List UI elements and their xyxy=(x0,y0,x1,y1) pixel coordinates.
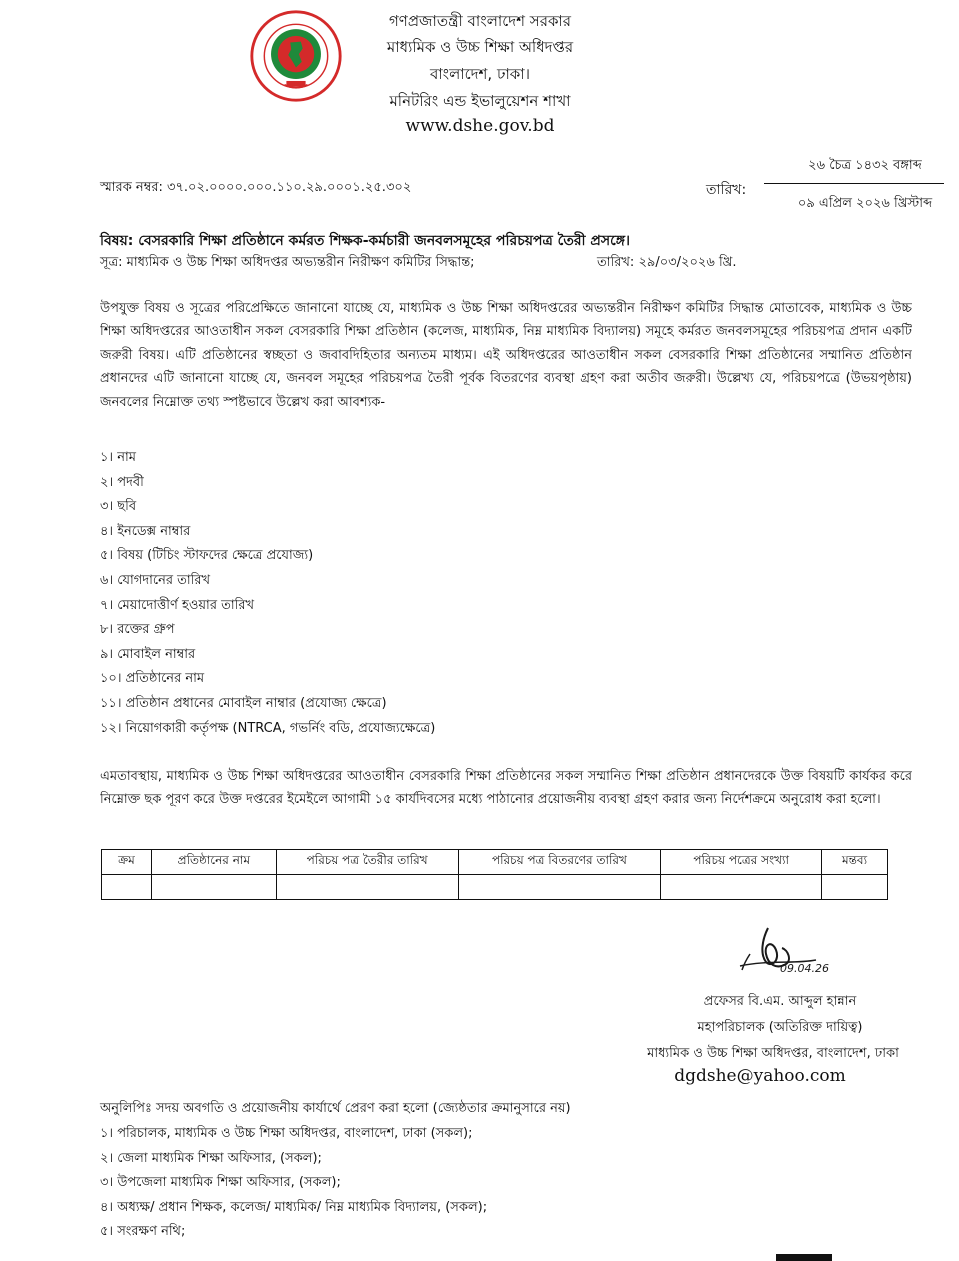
svg-text:09.04.26: 09.04.26 xyxy=(780,962,829,975)
copy-title: অনুলিপিঃ সদয় অবগতি ও প্রয়োজনীয় কার্যার্থে প্রেরণ করা হলো (জ্যেষ্ঠতার ক্রমানুসারে নয়) xyxy=(100,1101,571,1116)
list-item: ১। পরিচালক, মাধ্যমিক ও উচ্চ শিক্ষা অধিদপ্তর, বাংলাদেশ, ঢাকা (সকল); xyxy=(100,1126,473,1141)
list-item: ৪। অধ্যক্ষ/ প্রধান শিক্ষক, কলেজ/ মাধ্যমিক/ নিম্ন মাধ্যমিক বিদ্যালয়, (সকল); xyxy=(100,1199,488,1215)
list-item: ১০। প্রতিষ্ঠানের নাম xyxy=(100,671,205,687)
reference-date: তারিখ: ২৯/০৩/২০২৬ খ্রি. xyxy=(597,255,737,270)
list-item: ৫। বিষয় (টিচিং স্টাফদের ক্ষেত্রে প্রযোজ্য) xyxy=(100,548,314,564)
header-location: বাংলাদেশ, ঢাকা। xyxy=(429,65,531,83)
table-cell xyxy=(151,875,276,900)
list-item: ২। জেলা মাধ্যমিক শিক্ষা অফিসার, (সকল); xyxy=(100,1150,322,1166)
list-item: ৪। ইনডেক্স নাম্বার xyxy=(100,523,191,539)
table-header-cell: পরিচয় পত্র বিতরণের তারিখ xyxy=(458,850,661,875)
header-website: www.dshe.gov.bd xyxy=(405,116,555,136)
report-table xyxy=(101,849,888,900)
page-edge-mark xyxy=(776,1254,832,1261)
table-cell xyxy=(102,875,152,900)
table-cell xyxy=(276,875,458,900)
body-paragraph-1: উপযুক্ত বিষয় ও সূত্রের পরিপ্রেক্ষিতে জানানো যাচ্ছে যে, মাধ্যমিক ও উচ্চ শিক্ষা অধিদপ্তরের অভ্যন্তরীন নিরীক্ষণ কমিটির সিদ্ধান্ত মোতাবেক, মাধ্যমিক ও উচ্চ শিক্ষা অধিদপ্তরের আওতাধীন সকল বেসরকারি শিক্ষা প্রতিষ্ঠান (কলেজ, মাধ্যমিক, নিম্ন মাধ্যমিক বিদ্যালয়) সমূহে কর্মরত জনবলসমূহের পরিচয়পত্র প্রদান একটি জরুরী বিষয়। এটি প্রতিষ্ঠানের স্বচ্ছতা ও জবাবদিহিতার অন্যতম মাধ্যম। এই অধিদপ্তরের আওতাধীন সকল বেসরকারি শিক্ষা প্রতিষ্ঠানের সম্মানিত প্রতিষ্ঠান প্রধানদের এটি জানানো যাচ্ছে যে, জনবল সমূহের পরিচয়পত্র তৈরী পূর্বক বিতরণের ব্যবস্থা গ্রহণ করা অতীব জরুরী। উল্লেখ্য যে, পরিচয়পত্রে (উভয়পৃষ্ঠায়) জনবলের নিম্নোক্ত তথ্য স্পষ্টভাবে উল্লেখ করা আবশ্যক- xyxy=(100,301,912,410)
list-item: ৫। সংরক্ষণ নথি; xyxy=(100,1224,186,1240)
list-item: ৯। মোবাইল নাম্বার xyxy=(100,646,196,662)
list-item: ৭। মেয়াদোত্তীর্ণ হওয়ার তারিখ xyxy=(100,597,255,613)
header-wing: মনিটরিং এন্ড ইভালুয়েশন শাখা xyxy=(389,92,571,110)
list-item: ৬। যোগদানের তারিখ xyxy=(100,572,211,588)
signatory-office: মাধ্যমিক ও উচ্চ শিক্ষা অধিদপ্তর, বাংলাদেশ, ঢাকা xyxy=(647,1046,899,1061)
table-cell xyxy=(458,875,661,900)
table-header-cell: ক্রম xyxy=(102,850,152,875)
list-item: ২। পদবী xyxy=(100,474,144,490)
table-header-cell: প্রতিষ্ঠানের নাম xyxy=(151,850,276,875)
date-bangla: ২৬ চৈত্র ১৪৩২ বঙ্গাব্দ xyxy=(808,158,922,173)
list-item: ৩। উপজেলা মাধ্যমিক শিক্ষা অফিসার, (সকল); xyxy=(100,1175,341,1191)
list-item: ১২। নিয়োগকারী কর্তৃপক্ষ (NTRCA, গভর্নিং বডি, প্রযোজ্যক্ষেত্রে) xyxy=(100,720,436,736)
signatory-name: প্রফেসর বি.এম. আব্দুল হান্নান xyxy=(703,994,857,1009)
header-directorate: মাধ্যমিক ও উচ্চ শিক্ষা অধিদপ্তর xyxy=(386,38,574,56)
handwritten-signature xyxy=(736,920,846,980)
date-divider xyxy=(764,183,944,184)
table-header-cell: মন্তব্য xyxy=(822,850,888,875)
table-cell xyxy=(822,875,888,900)
signatory-designation: মহাপরিচালক (অতিরিক্ত দায়িত্ব) xyxy=(697,1020,863,1035)
date-english: ০৯ এপ্রিল ২০২৬ খ্রিস্টাব্দ xyxy=(797,196,933,211)
table-cell xyxy=(661,875,822,900)
header-government: গণপ্রজাতন্ত্রী বাংলাদেশ সরকার xyxy=(388,12,572,30)
memo-number: স্মারক নম্বর: ৩৭.০২.০০০০.০০০.১১০.২৯.০০০১.২৫.৩০২ xyxy=(100,180,412,195)
table-header-row xyxy=(102,850,888,875)
list-item: ৮। রক্তের গ্রুপ xyxy=(100,622,175,638)
body-paragraph-2: এমতাবস্থায়, মাধ্যমিক ও উচ্চ শিক্ষা অধিদপ্তরের আওতাধীন বেসরকারি শিক্ষা প্রতিষ্ঠানের সকল সম্মানিত শিক্ষা প্রতিষ্ঠান প্রধানদেরকে উক্ত বিষয়টি কার্যকর করে নিম্নোক্ত ছক পূরণ করে উক্ত দপ্তরের ইমেইলে আগামী ১৫ কার্যদিবসের মধ্যে পাঠানোর প্রয়োজনীয় ব্যবস্থা গ্রহণ করার জন্য নির্দেশক্রমে অনুরোধ করা হলো। xyxy=(100,769,912,808)
signatory-email: dgdshe@yahoo.com xyxy=(674,1066,846,1086)
list-item: ৩। ছবি xyxy=(100,499,137,515)
table-header-cell: পরিচয় পত্রের সংখ্যা xyxy=(661,850,822,875)
required-info-list xyxy=(100,446,700,741)
list-item: ১। নাম xyxy=(100,450,136,465)
reference-line: সূত্র: মাধ্যমিক ও উচ্চ শিক্ষা অধিদপ্তর অভ্যন্তরীন নিরীক্ষণ কমিটির সিদ্ধান্ত; xyxy=(100,255,475,270)
table-header-cell: পরিচয় পত্র তৈরীর তারিখ xyxy=(276,850,458,875)
list-item: ১১। প্রতিষ্ঠান প্রধানের মোবাইল নাম্বার (প্রযোজ্য ক্ষেত্রে) xyxy=(100,695,387,711)
table-row xyxy=(102,875,888,900)
copy-list xyxy=(100,1122,900,1245)
subject-line: বিষয়: বেসরকারি শিক্ষা প্রতিষ্ঠানে কর্মরত শিক্ষক-কর্মচারী জনবলসমূহের পরিচয়পত্র তৈরী প্রসঙ্গে। xyxy=(100,233,631,249)
date-label: তারিখ: xyxy=(706,182,747,198)
